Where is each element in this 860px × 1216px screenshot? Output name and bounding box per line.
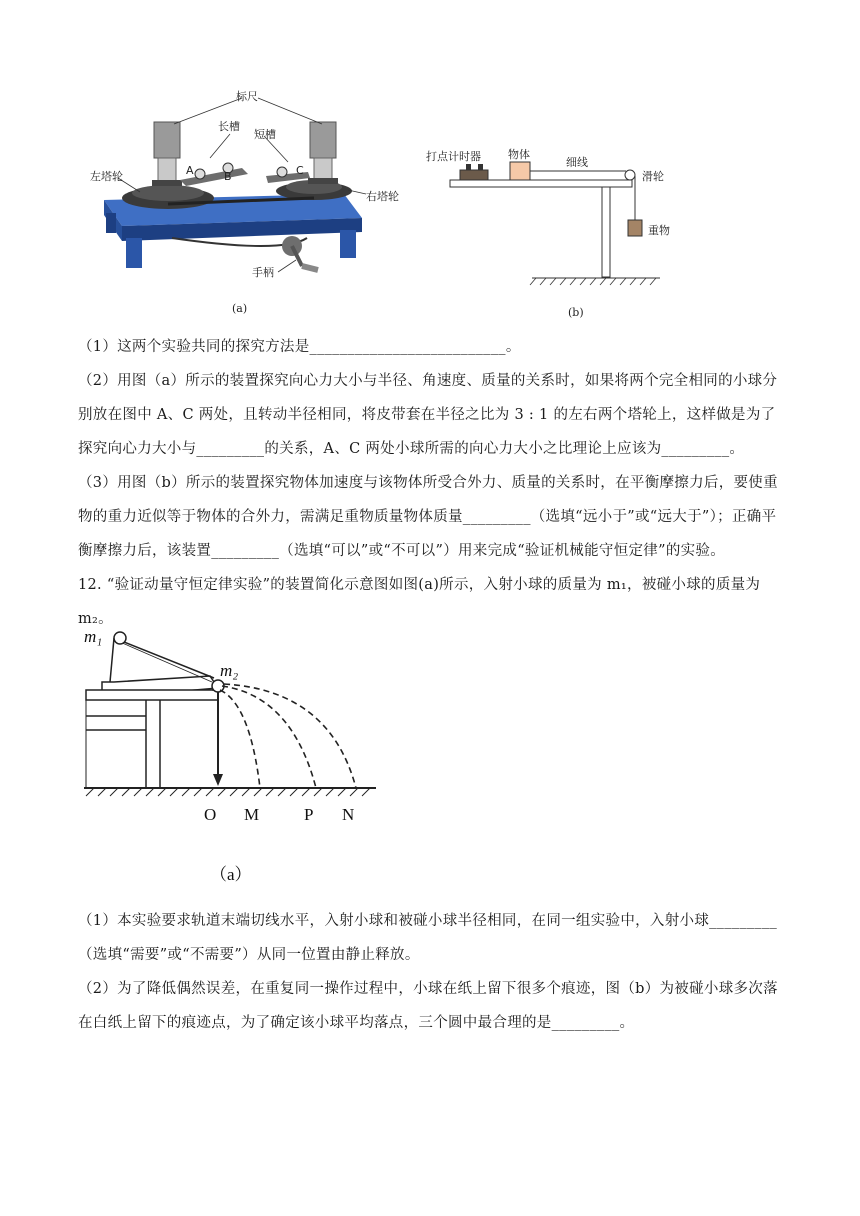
- hanging-weight: [628, 220, 642, 236]
- point-N: N: [342, 805, 355, 824]
- trajectory-P: [222, 686, 316, 788]
- q12-part2: （2）为了降低偶然误差，在重复同一操作过程中，小球在纸上留下很多个痕迹，图（b）为被碰小球多次落在白纸上留下的痕迹点，为了确定该小球平均落点，三个圆中最合理的是_________。: [78, 981, 778, 1031]
- figure-b-caption: (b): [568, 306, 584, 319]
- label-object: 物体: [508, 148, 530, 161]
- label-shoubing: 手柄: [252, 266, 274, 279]
- label-B: B: [224, 170, 232, 183]
- figure-a-centripetal-apparatus: [82, 88, 399, 320]
- q12-stem: 12. “验证动量守恒定律实验”的装置简化示意图如图(a)所示，入射小球的质量为 m₁，被碰小球的质量为 m₂。: [78, 577, 761, 627]
- label-m1: m₁: [84, 627, 103, 646]
- figure-a-caption: (a): [232, 302, 248, 315]
- label-duancao: 短槽: [254, 128, 276, 141]
- figure-q12-momentum-apparatus: [80, 620, 390, 890]
- q11-part1: （1）这两个实验共同的探究方法是__________________________。: [78, 339, 521, 355]
- q12-part1: （1）本实验要求轨道末端切线水平，入射小球和被碰小球半径相同，在同一组实验中，入射小球_________（选填“需要”或“不需要”）从同一位置由静止释放。: [78, 913, 778, 963]
- ball-C: [277, 167, 287, 177]
- table-stand: [602, 187, 610, 277]
- label-zuotalun: 左塔轮: [90, 170, 123, 183]
- figure-b-track-apparatus: [420, 140, 680, 320]
- table-top: [86, 690, 218, 700]
- label-A: A: [186, 164, 194, 177]
- point-O: O: [204, 805, 217, 824]
- label-youtalun: 右塔轮: [366, 190, 399, 203]
- trajectory-N: [224, 684, 356, 788]
- q11-part3: （3）用图（b）所示的装置探究物体加速度与该物体所受合外力、质量的关系时，在平衡摩擦力后，要使重物的重力近似等于物体的合外力，需满足重物质量物体质量_________（选填“远小于”或“远大于”）；正确平衡摩擦力后，该装置_________（选填“可以”或“不可以”）用来完成“验证机械能守恒定律”的实验。: [78, 475, 778, 559]
- pulley-icon: [625, 170, 635, 180]
- label-timer: 打点计时器: [426, 150, 481, 163]
- left-scale-column: [154, 122, 180, 158]
- ball-m1: [114, 632, 126, 644]
- point-M: M: [244, 805, 260, 824]
- ball-A: [195, 169, 205, 179]
- label-biaochi: 标尺: [236, 90, 258, 103]
- label-changcao: 长槽: [218, 120, 240, 133]
- horizontal-track: [450, 180, 632, 187]
- trajectory-M: [220, 690, 260, 788]
- right-scale-column: [310, 122, 336, 158]
- label-weight: 重物: [648, 224, 670, 237]
- point-P: P: [304, 805, 314, 824]
- label-C: C: [296, 164, 304, 177]
- apparatus-leg: [126, 238, 142, 268]
- label-pulley: 滑轮: [642, 170, 664, 183]
- arrow-down-icon: [213, 774, 223, 786]
- crank-handle: [302, 266, 318, 270]
- label-string: 细线: [566, 156, 588, 169]
- q11-part2: （2）用图（a）所示的装置探究向心力大小与半径、角速度、质量的关系时，如果将两个完全相同的小球分别放在图中 A、C 两处，且转动半径相同，将皮带套在半径之比为 3 : 1 的左右两个塔轮上，这样做是为了探究向心力大小与_________的关系，A、C 两处小球所需的向心力大小之比理论上应该为_________。: [78, 373, 778, 457]
- label-m2: m₂: [220, 661, 239, 680]
- object-block: [510, 162, 530, 180]
- timer-device: [460, 170, 488, 180]
- figure-q12-caption: （a）: [210, 865, 252, 884]
